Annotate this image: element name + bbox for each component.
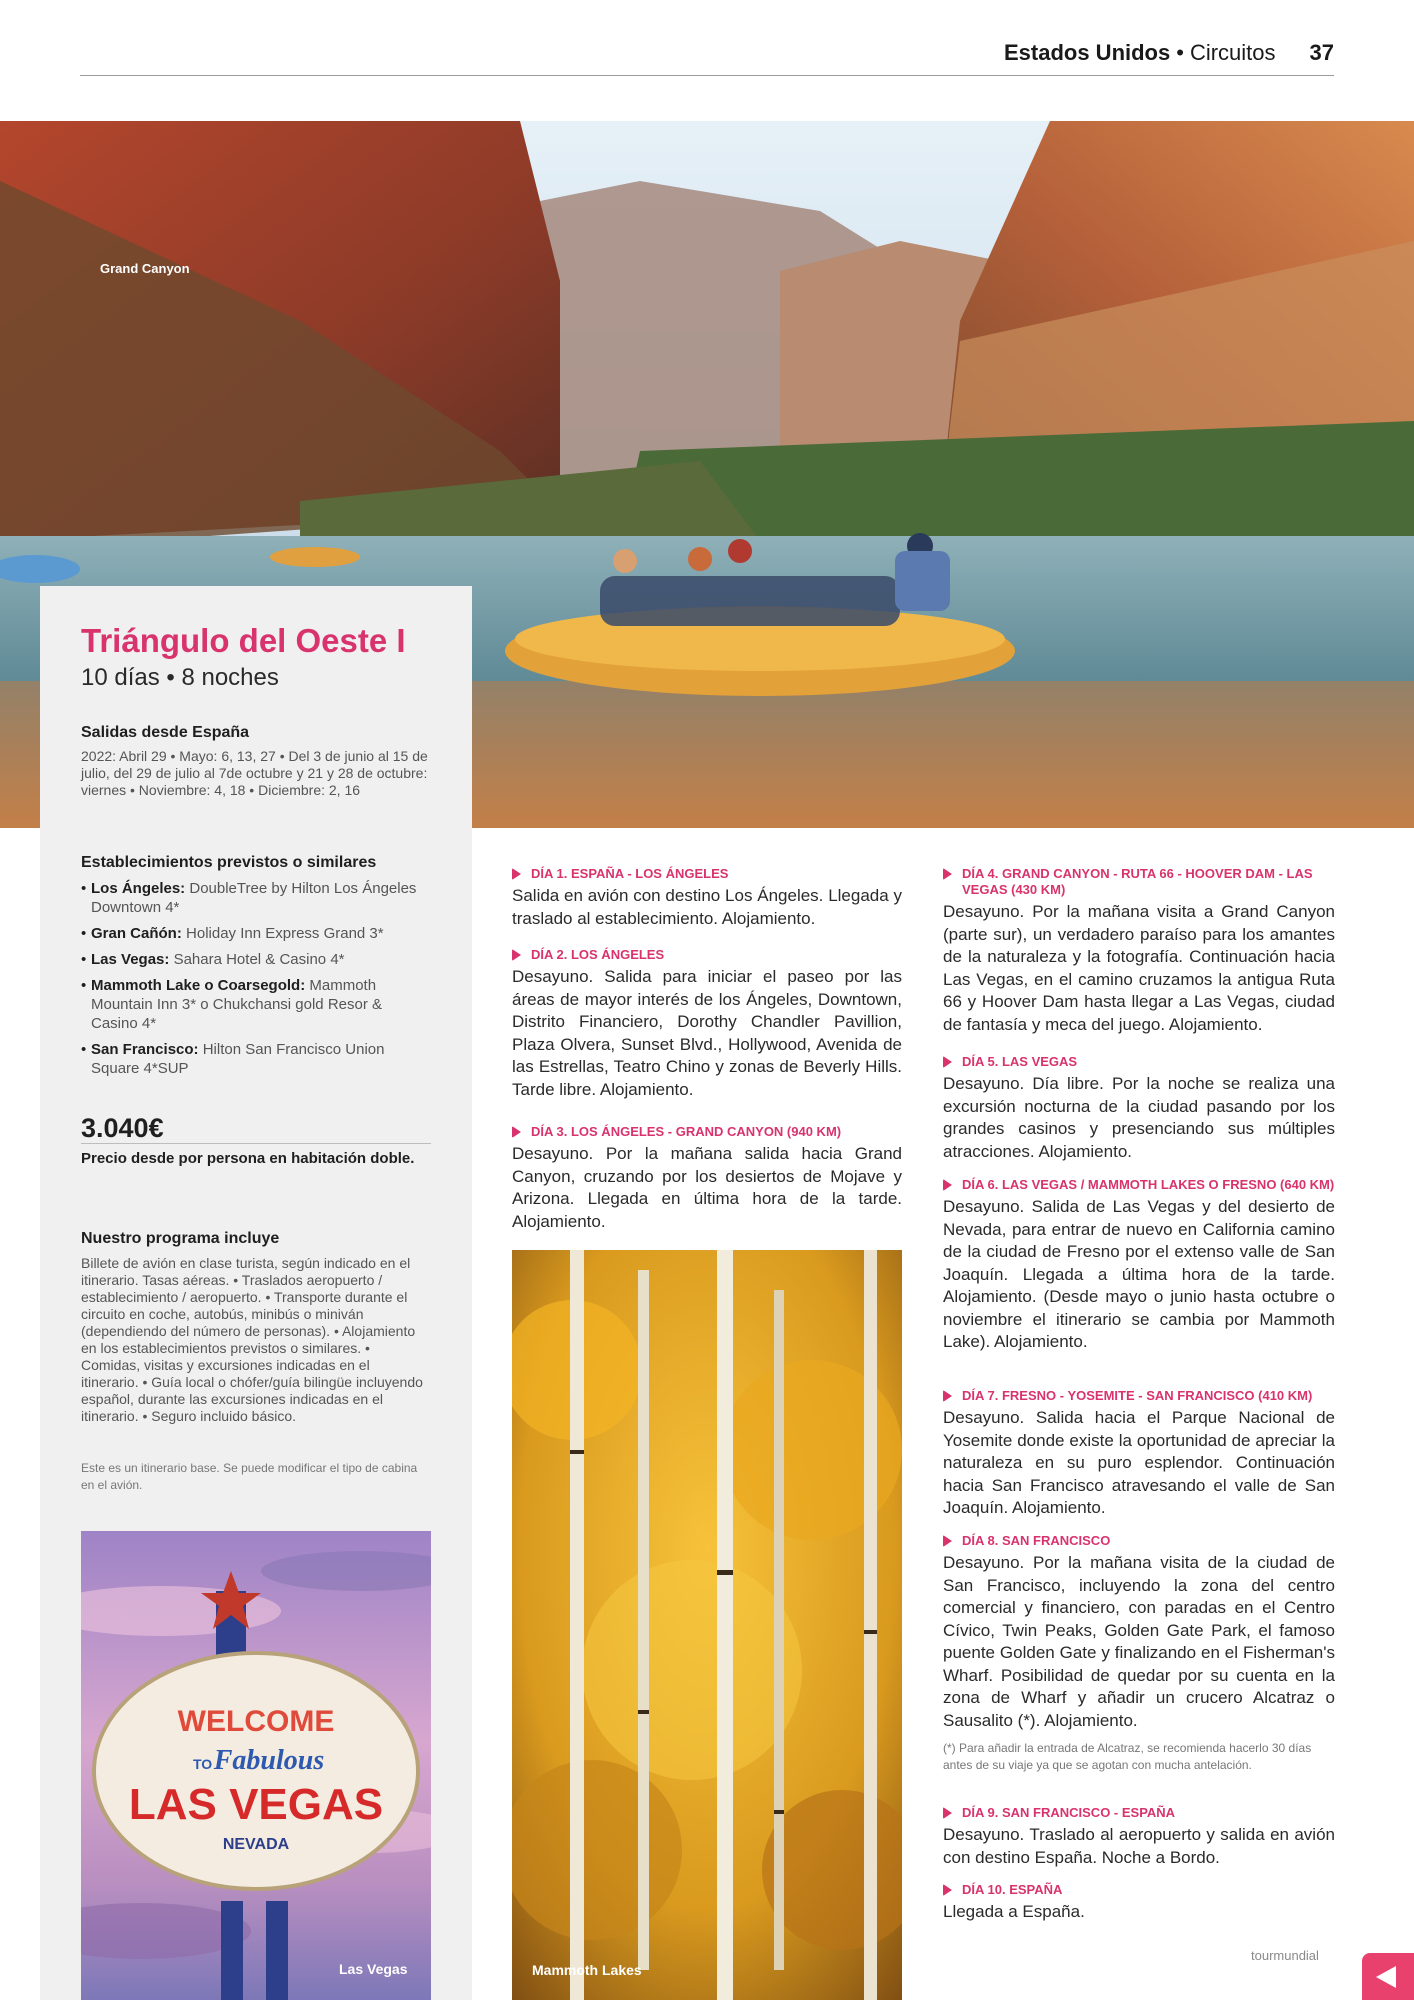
mammoth-lakes-photo bbox=[512, 1250, 902, 2000]
day-6 bbox=[943, 1177, 1335, 1354]
departures-heading: Salidas desde España bbox=[81, 724, 250, 741]
header-section: Circuitos bbox=[1189, 40, 1276, 65]
chevron-left-icon bbox=[1376, 1966, 1396, 1988]
hotel-item bbox=[81, 950, 426, 969]
hotel-name: Mammoth Mountain Inn 3* o Chukchansi gold Resor & Casino 4* bbox=[91, 977, 383, 1032]
hotel-list bbox=[81, 879, 426, 1085]
hotel-city: San Francisco: bbox=[91, 1041, 199, 1058]
arrow-right-icon bbox=[512, 868, 521, 880]
day-7 bbox=[943, 1388, 1335, 1520]
program-note: Este es un itinerario base. Se puede modificar el tipo de cabina en el avión. bbox=[81, 1461, 418, 1492]
hotel-name: Holiday Inn Express Grand 3* bbox=[186, 925, 384, 942]
day-title: DÍA 1. ESPAÑA - LOS ÁNGELES bbox=[531, 866, 729, 881]
previous-page-button[interactable] bbox=[1362, 1953, 1414, 2000]
departures-text: 2022: Abril 29 • Mayo: 6, 13, 27 • Del 3 de junio al 15 de julio, del 29 de julio al 7de octubre y 21 y 28 de octubre: viernes • Noviembre: 4, 18 • Diciembre: 2, 16 bbox=[81, 748, 428, 798]
arrow-right-icon bbox=[512, 1126, 521, 1138]
day-description: Desayuno. Salida hacia el Parque Nacional de Yosemite donde existe la oportunidad de apreciar la naturaleza en su puro esplendor. Continuación hacia San Francisco atravesando el valle de San Joaquín. Alojamiento. bbox=[943, 1408, 1335, 1517]
day-title: DÍA 8. SAN FRANCISCO bbox=[962, 1533, 1111, 1548]
day-title: DÍA 2. LOS ÁNGELES bbox=[531, 947, 665, 962]
day-title: DÍA 5. LAS VEGAS bbox=[962, 1054, 1078, 1069]
day-9 bbox=[943, 1805, 1335, 1869]
day-title: DÍA 7. FRESNO - YOSEMITE - SAN FRANCISCO (410 KM) bbox=[962, 1388, 1313, 1403]
day-description: Desayuno. Traslado al aeropuerto y salida en avión con destino España. Noche a Bordo. bbox=[943, 1825, 1335, 1867]
hotel-city: Gran Cañón: bbox=[91, 925, 182, 942]
header-separator: • bbox=[1176, 40, 1184, 65]
hotels-heading: Establecimientos previstos o similares bbox=[81, 854, 377, 871]
sign-state: NEVADA bbox=[222, 1836, 290, 1853]
las-vegas-photo bbox=[81, 1531, 431, 2000]
day-description: Llegada a España. bbox=[943, 1902, 1085, 1921]
day-5 bbox=[943, 1054, 1335, 1163]
page-number: 37 bbox=[1309, 40, 1334, 65]
hotel-item bbox=[81, 976, 426, 1033]
day-title: DÍA 6. LAS VEGAS / MAMMOTH LAKES O FRESNO (640 KM) bbox=[962, 1177, 1335, 1192]
header-country: Estados Unidos bbox=[1003, 40, 1171, 65]
trip-duration: 10 días • 8 noches bbox=[81, 664, 279, 691]
hotel-item bbox=[81, 924, 426, 943]
arrow-right-icon bbox=[943, 1535, 952, 1547]
day-title: DÍA 9. SAN FRANCISCO - ESPAÑA bbox=[962, 1805, 1176, 1820]
hotel-city: Las Vegas: bbox=[91, 951, 170, 968]
day-description: Desayuno. Día libre. Por la noche se realiza una excursión nocturna de la ciudad pasando por los grandes casinos y presenciando sus múltiples atracciones. Alojamiento. bbox=[943, 1074, 1335, 1161]
arrow-right-icon bbox=[943, 1884, 952, 1896]
hotel-name: Sahara Hotel & Casino 4* bbox=[173, 951, 345, 968]
day-description: Desayuno. Por la mañana visita de la ciudad de San Francisco, incluyendo la zona del centro comercial y financiero, con paradas en el Centro Cívico, Twin Peaks, Golden Gate Park, el famoso puente Golden Gate y finalizando en el Fisherman's Wharf. Posibilidad de quedar por su cuenta en la zona de Wharf y añadir un crucero Alcatraz o Sausalito (*). Alojamiento. bbox=[943, 1553, 1335, 1730]
day-description: Desayuno. Salida de Las Vegas y del desierto de Nevada, para entrar de nuevo en California camino de la ciudad de Fresno por el extenso valle de San Joaquín. Llegada a última hora de la tarde. Alojamiento. (Desde mayo o junio hasta octubre o noviembre el itinerario se cambia por Mammoth Lake). Alojamiento. bbox=[943, 1197, 1335, 1351]
hotel-city: Los Ángeles: bbox=[91, 880, 186, 897]
las-vegas-sign-illustration bbox=[81, 1531, 431, 2000]
arrow-right-icon bbox=[943, 868, 952, 880]
arrow-right-icon bbox=[943, 1179, 952, 1191]
aspen-forest-illustration bbox=[512, 1250, 902, 2000]
hotel-item bbox=[81, 1040, 426, 1078]
day-description: Desayuno. Por la mañana visita a Grand Canyon (parte sur), un verdadero paraíso para los amantes de la naturaleza y la fotografía. Continuación hacia Las Vegas, en el camino cruzamos la antigua Ruta 66 y Hoover Dam hasta llegar a Las Vegas, ciudad de fantasía y meca del juego. Alojamiento. bbox=[943, 902, 1335, 1034]
price-amount: 3.040€ bbox=[81, 1113, 164, 1143]
sign-city: LAS VEGAS bbox=[128, 1780, 384, 1829]
hotel-city: Mammoth Lake o Coarsegold: bbox=[91, 977, 306, 994]
day-title: DÍA 10. ESPAÑA bbox=[962, 1882, 1063, 1897]
day-8 bbox=[943, 1533, 1335, 1732]
day-2 bbox=[512, 947, 902, 1101]
day-4 bbox=[943, 866, 1335, 1036]
day-description: Desayuno. Salida para iniciar el paseo por las áreas de mayor interés de los Ángeles, Downtown, Distrito Financiero, Dorothy Chandler Pavillion, Plaza Olvera, Sunset Blvd., Hollywood, Avenida de las Estrellas, Teatro Chino y zonas de Beverly Hills. Tarde libre. Alojamiento. bbox=[512, 967, 902, 1099]
price-divider bbox=[81, 1143, 431, 1144]
day-1 bbox=[512, 866, 902, 930]
brand-footer: tourmundial bbox=[1251, 1948, 1319, 1963]
price-note: Precio desde por persona en habitación doble. bbox=[81, 1150, 415, 1167]
day-description: Desayuno. Por la mañana salida hacia Grand Canyon, cruzando por los desiertos de Mojave y Arizona. Llegada en última hora de la tarde. Alojamiento. bbox=[512, 1144, 902, 1231]
sign-fabulous: Fabulous bbox=[213, 1745, 325, 1776]
day-title: DÍA 3. LOS ÁNGELES - GRAND CANYON (940 KM) bbox=[531, 1124, 842, 1139]
hero-caption: Grand Canyon bbox=[100, 261, 190, 276]
hotel-name: Hilton San Francisco Union Square 4*SUP bbox=[91, 1041, 385, 1077]
sign-to: TO bbox=[193, 1756, 213, 1772]
hotel-item bbox=[81, 879, 426, 917]
aspen-caption: Mammoth Lakes bbox=[532, 1962, 642, 1978]
sign-welcome: WELCOME bbox=[177, 1705, 335, 1738]
alcatraz-footnote: (*) Para añadir la entrada de Alcatraz, se recomienda hacerlo 30 días antes de su viaje ya que se agotan con mucha antelación. bbox=[943, 1741, 1312, 1772]
day-description: Salida en avión con destino Los Ángeles. Llegada y traslado al establecimiento. Alojamiento. bbox=[512, 886, 902, 928]
day-title: DÍA 4. GRAND CANYON - RUTA 66 - HOOVER DAM - LAS VEGAS (430 KM) bbox=[962, 866, 1313, 897]
page-header bbox=[80, 40, 1334, 76]
vegas-caption: Las Vegas bbox=[339, 1961, 408, 1977]
arrow-right-icon bbox=[943, 1056, 952, 1068]
day-10 bbox=[943, 1882, 1335, 1924]
arrow-right-icon bbox=[512, 949, 521, 961]
arrow-right-icon bbox=[943, 1807, 952, 1819]
arrow-right-icon bbox=[943, 1390, 952, 1402]
day-3 bbox=[512, 1124, 902, 1233]
program-text: Billete de avión en clase turista, según indicado en el itinerario. Tasas aéreas. • Traslados aeropuerto / establecimiento / aeropuerto. • Transporte durante el circuito en coche, autobús, minibús o miniván (dependiendo del número de personas). • Alojamiento en los establecimientos previstos o similares. • Comidas, visitas y excursiones indicadas en el itinerario. • Guía local o chófer/guía bilingüe incluyendo español, durante las excursiones indicadas en el itinerario. • Seguro incluido básico. bbox=[81, 1255, 423, 1424]
program-heading: Nuestro programa incluye bbox=[81, 1230, 280, 1247]
trip-title: Triángulo del Oeste I bbox=[81, 622, 406, 659]
hotel-name: DoubleTree by Hilton Los Ángeles Downtown 4* bbox=[91, 880, 417, 916]
